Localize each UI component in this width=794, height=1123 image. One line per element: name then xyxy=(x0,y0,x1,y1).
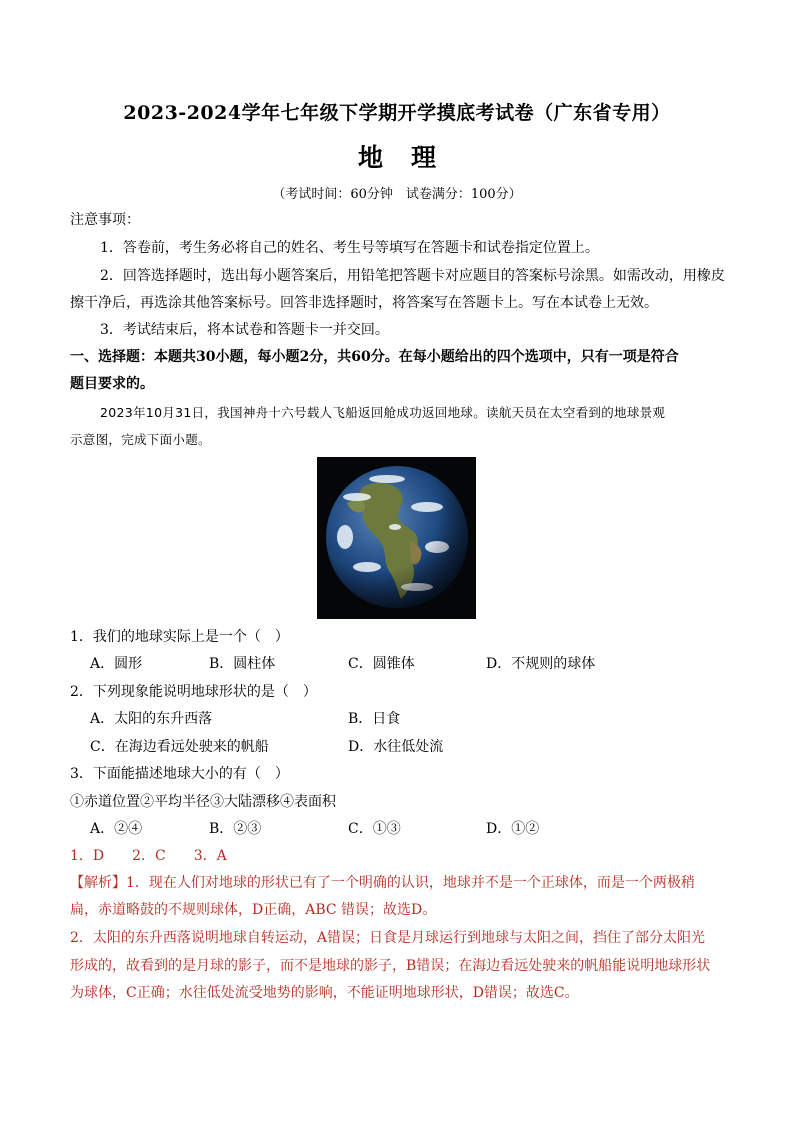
q1-option-c: C．圆锥体 xyxy=(348,656,415,672)
q2-option-d: D．水往低处流 xyxy=(348,739,444,755)
notice-item-2-cont: 擦干净后，再选涂其他答案标号。回答非选择题时，将答案写在答题卡上。写在本试卷上无效。 xyxy=(70,295,658,311)
q2-option-a: A．太阳的东升西落 xyxy=(90,711,213,727)
earth-image xyxy=(317,457,476,619)
analysis-line-5: 为球体，C正确；水往低处流受地势的影响，不能证明地球形状，D错误；故选C。 xyxy=(70,985,579,1001)
exam-title: 2023-2024学年七年级下学期开学摸底考试卷（广东省专用） xyxy=(123,102,671,124)
q3-option-d: D．①② xyxy=(486,821,540,837)
section-heading: 一、选择题：本题共30小题，每小题2分，共60分。在每小题给出的四个选项中，只有一项是符合 xyxy=(70,349,679,365)
question-1-stem: 1．我们的地球实际上是一个（ ） xyxy=(70,629,289,645)
analysis-line-1: 【解析】1．现在人们对地球的形状已有了一个明确的认识，地球并不是一个正球体，而是一个两极稍 xyxy=(70,875,695,891)
q2-option-c: C．在海边看远处驶来的帆船 xyxy=(90,739,269,755)
question-2-stem: 2．下列现象能说明地球形状的是（ ） xyxy=(70,684,317,700)
analysis-line-4: 形成的，故看到的是月球的影子，而不是地球的影子，B错误；在海边看远处驶来的帆船能说明地球形状 xyxy=(70,958,711,974)
q1-option-d: D．不规则的球体 xyxy=(486,656,596,672)
notice-item-1: 1．答卷前，考生务必将自己的姓名、考生号等填写在答题卡和试卷指定位置上。 xyxy=(100,240,599,256)
analysis-line-3: 2．太阳的东升西落说明地球自转运动，A错误；日食是月球运行到地球与太阳之间，挡住了部分太阳光 xyxy=(70,930,706,946)
q1-option-b: B．圆柱体 xyxy=(209,656,276,672)
q2-option-b: B．日食 xyxy=(348,711,401,727)
subject-title: 地理 xyxy=(357,143,464,172)
q3-option-c: C．①③ xyxy=(348,821,401,837)
question-3-stem: 3．下面能描述地球大小的有（ ） xyxy=(70,766,289,782)
exam-info: （考试时间：60分钟 试卷满分：100分） xyxy=(272,187,522,202)
notice-item-3: 3．考试结束后，将本试卷和答题卡一并交回。 xyxy=(100,322,389,338)
notice-heading: 注意事项： xyxy=(70,212,140,228)
answer-key: 1．D 2．C 3．A xyxy=(70,848,227,864)
analysis-line-2: 扁，赤道略鼓的不规则球体，D正确，ABC 错误；故选D。 xyxy=(70,902,437,918)
q3-option-a: A．②④ xyxy=(90,821,143,837)
notice-item-2: 2．回答选择题时，选出每小题答案后，用铅笔把答题卡对应题目的答案标号涂黑。如需改动，用橡皮 xyxy=(100,268,725,284)
passage-line-1: 2023年10月31日，我国神舟十六号载人飞船返回舱成功返回地球。读航天员在太空看到的地球景观 xyxy=(100,405,666,420)
passage-line-2: 示意图，完成下面小题。 xyxy=(70,432,211,447)
section-heading-cont: 题目要求的。 xyxy=(70,376,154,392)
q1-option-a: A．圆形 xyxy=(90,656,143,672)
question-3-items: ①赤道位置②平均半径③大陆漂移④表面积 xyxy=(70,794,336,810)
q3-option-b: B．②③ xyxy=(209,821,262,837)
earth-globe-icon xyxy=(317,457,476,619)
